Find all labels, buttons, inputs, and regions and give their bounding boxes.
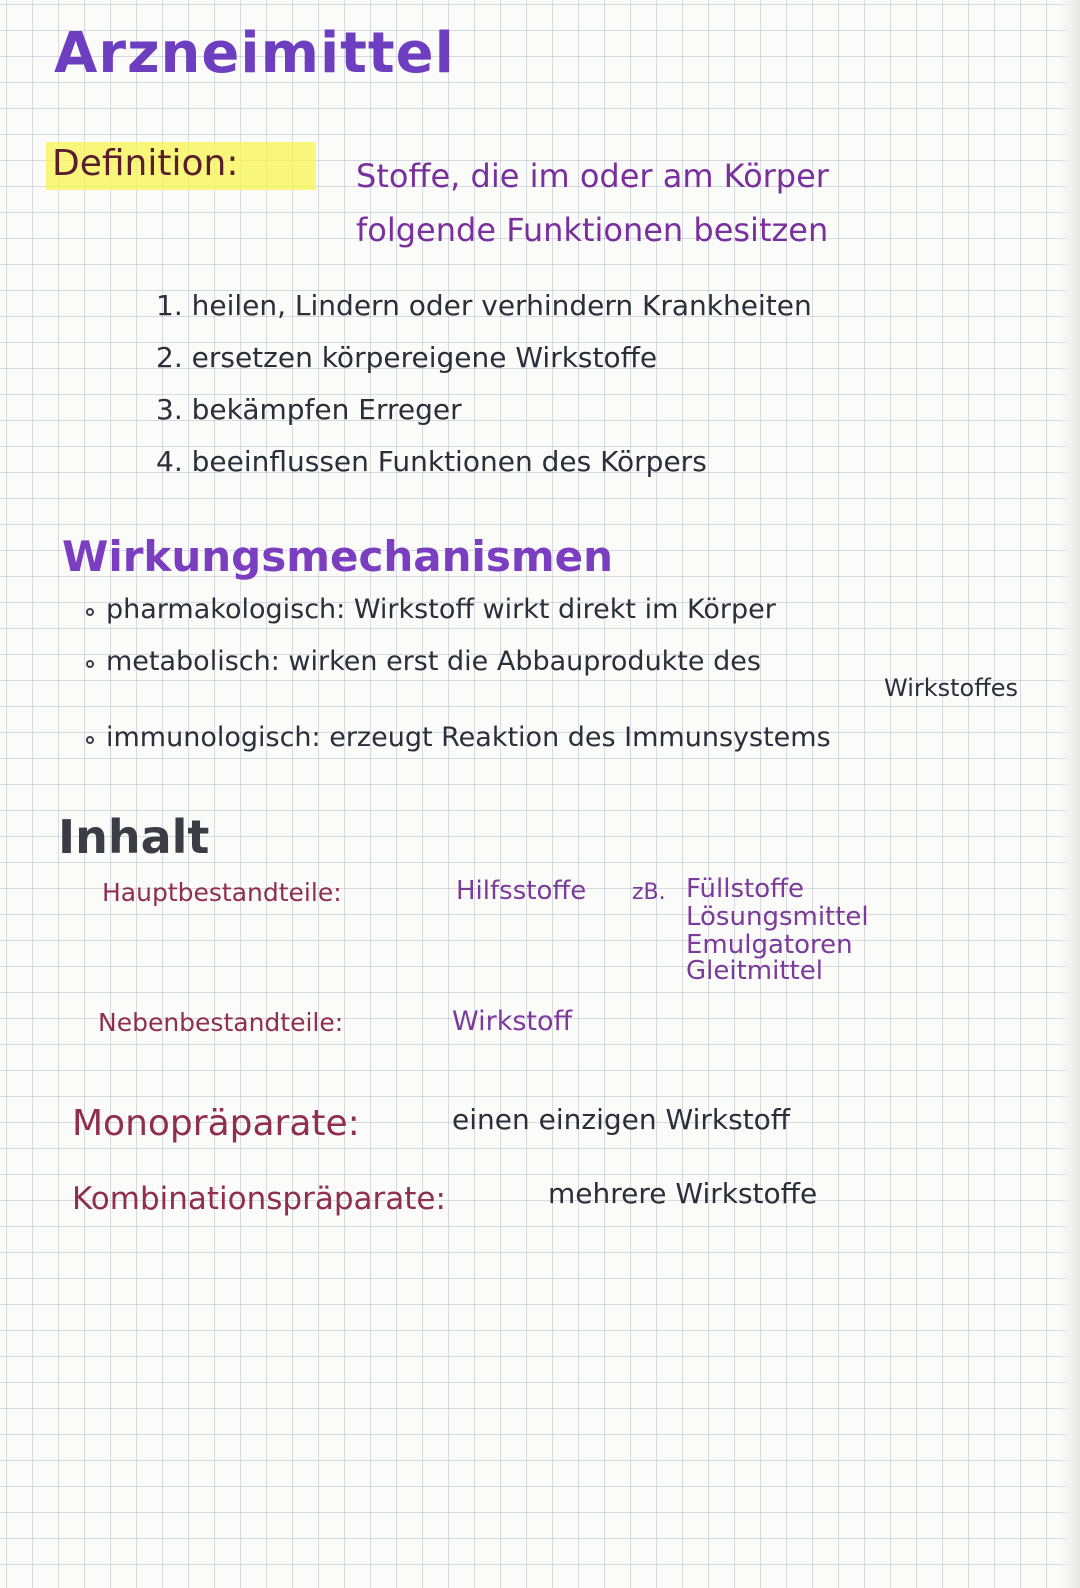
main-components-value: Hilfsstoffe <box>456 876 587 906</box>
page-title: Arzneimittel <box>54 21 455 86</box>
secondary-components-label: Nebenbestandteile: <box>98 1008 344 1037</box>
mechanism-item-1: pharmakologisch: Wirkstoff wirkt direkt im Körper <box>106 594 776 625</box>
function-item-3: 3. bekämpfen Erreger <box>156 393 462 426</box>
mono-preparations-value: einen einzigen Wirkstoff <box>452 1103 791 1136</box>
function-item-1: 1. heilen, Lindern oder verhindern Krankheiten <box>156 289 812 322</box>
example-item-3: Emulgatoren <box>686 930 853 960</box>
combination-preparations-value: mehrere Wirkstoffe <box>548 1177 818 1210</box>
mono-preparations-label: Monopräparate: <box>72 1103 360 1144</box>
example-prefix: zB. <box>632 880 666 905</box>
definition-text-line2: folgende Funktionen besitzen <box>356 211 829 249</box>
combination-preparations-label: Kombinationspräparate: <box>72 1181 446 1217</box>
example-item-4: Gleitmittel <box>686 956 823 986</box>
definition-label: Definition: <box>52 143 239 184</box>
bullet-dot <box>86 608 94 616</box>
main-components-label: Hauptbestandteile: <box>102 878 342 907</box>
mechanism-item-2-continuation: Wirkstoffes <box>884 674 1019 702</box>
paper-edge <box>1058 0 1080 1588</box>
content-heading: Inhalt <box>58 810 210 864</box>
secondary-components-value: Wirkstoff <box>452 1006 573 1037</box>
bullet-dot <box>86 736 94 744</box>
definition-text-line1: Stoffe, die im oder am Körper <box>356 157 829 195</box>
function-item-4: 4. beeinflussen Funktionen des Körpers <box>156 445 707 478</box>
function-item-2: 2. ersetzen körpereigene Wirkstoffe <box>156 341 658 374</box>
example-item-2: Lösungsmittel <box>686 902 869 932</box>
example-item-1: Füllstoffe <box>686 874 805 904</box>
mechanisms-heading: Wirkungsmechanismen <box>62 532 614 581</box>
mechanism-item-3: immunologisch: erzeugt Reaktion des Immunsystems <box>106 722 831 753</box>
mechanism-item-2: metabolisch: wirken erst die Abbauprodukte des <box>106 646 761 677</box>
bullet-dot <box>86 660 94 668</box>
